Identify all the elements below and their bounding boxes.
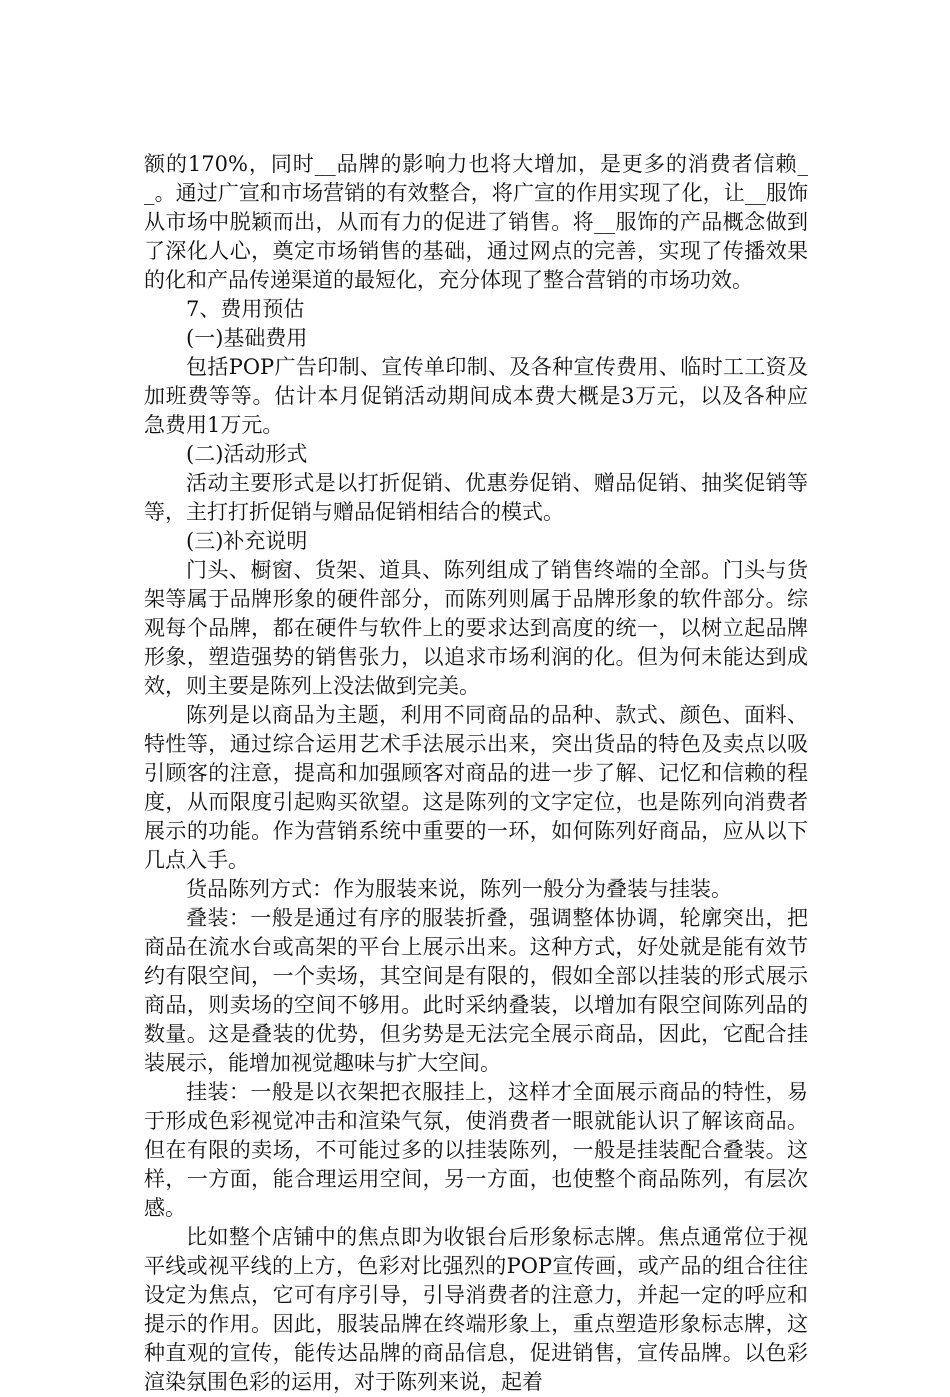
subheading-activity-form: (二)活动形式	[186, 442, 308, 466]
subheading-supplement: (三)补充说明	[186, 529, 308, 553]
paragraph-supplement: 门头、橱窗、货架、道具、陈列组成了销售终端的全部。门头与货架等属于品牌形象的硬件部分，而陈列则属于品牌形象的软件部分。综观每个品牌，都在硬件与软件上的要求达到高度的统一，以树立起品牌形象，塑造强势的销售张力，以追求市场利润的化。但为何未能达到成效，则主要是陈列上没法做到完美。	[144, 558, 808, 698]
subheading-basic-cost: (一)基础费用	[186, 326, 308, 350]
document-page	[144, 150, 808, 1397]
paragraph-display-definition: 陈列是以商品为主题，利用不同商品的品种、款式、颜色、面料、特性等，通过综合运用艺术手法展示出来，突出货品的特色及卖点以吸引顾客的注意，提高和加强顾客对商品的进一步了解、记忆和信赖的程度，从而限度引起购买欲望。这是陈列的文字定位，也是陈列向消费者展示的功能。作为营销系统中重要的一环，如何陈列好商品，应从以下几点入手。	[144, 703, 808, 872]
paragraph-continued-intro: 额的170%，同时__品牌的影响力也将大增加，是更多的消费者信赖__。通过广宣和市场营销的有效整合，将广宣的作用实现了化，让__服饰从市场中脱颖而出，从而有力的促进了销售。将__服饰的产品概念做到了深化人心，奠定市场销售的基础，通过网点的完善，实现了传播效果的化和产品传递渠道的最短化，充分体现了整合营销的市场功效。	[144, 152, 808, 292]
paragraph-activity-form: 活动主要形式是以打折促销、优惠券促销、赠品促销、抽奖促销等等，主打打折促销与赠品促销相结合的模式。	[144, 471, 808, 524]
paragraph-focal-point: 比如整个店铺中的焦点即为收银台后形象标志牌。焦点通常位于视平线或视平线的上方，色彩对比强烈的POP宣传画，或产品的组合往往设定为焦点，它可有序引导，引导消费者的注意力，并起一定的呼应和提示的作用。因此，服装品牌在终端形象上，重点塑造形象标志牌，这种直观的宣传，能传达品牌的商品信息，促进销售，宣传品牌。以色彩渲染氛围色彩的运用，对于陈列来说，起着	[144, 1225, 808, 1394]
paragraph-hanging-display: 挂装：一般是以衣架把衣服挂上，这样才全面展示商品的特性，易于形成色彩视觉冲击和渲染气氛，使消费者一眼就能认识了解该商品。但在有限的卖场，不可能过多的以挂装陈列，一般是挂装配合叠装。这样，一方面，能合理运用空间，另一方面，也使整个商品陈列，有层次感。	[144, 1080, 808, 1220]
paragraph-folded-display: 叠装：一般是通过有序的服装折叠，强调整体协调，轮廓突出，把商品在流水台或高架的平台上展示出来。这种方式，好处就是能有效节约有限空间，一个卖场，其空间是有限的，假如全部以挂装的形式展示商品，则卖场的空间不够用。此时采纳叠装，以增加有限空间陈列品的数量。这是叠装的优势，但劣势是无法完全展示商品，因此，它配合挂装展示，能增加视觉趣味与扩大空间。	[144, 906, 808, 1075]
paragraph-display-method: 货品陈列方式：作为服装来说，陈列一般分为叠装与挂装。	[186, 877, 732, 901]
heading-cost-estimate: 7、费用预估	[186, 297, 305, 321]
paragraph-basic-cost: 包括POP广告印制、宣传单印制、及各种宣传费用、临时工工资及加班费等等。估计本月促销活动期间成本费大概是3万元，以及各种应急费用1万元。	[144, 355, 808, 437]
